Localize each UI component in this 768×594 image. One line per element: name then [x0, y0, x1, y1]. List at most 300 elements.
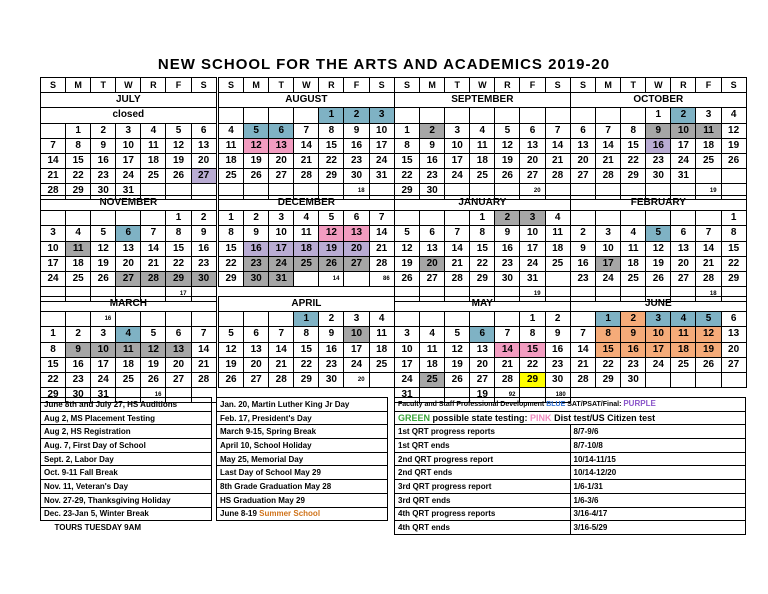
day-cell: 26	[696, 357, 721, 372]
day-cell: 4	[545, 211, 570, 226]
day-cell: 9	[191, 226, 216, 241]
day-cell: 14	[495, 342, 520, 357]
event-item: Jan. 20, Martin Luther King Jr Day	[217, 398, 388, 412]
day-cell: 11	[219, 138, 244, 153]
day-cell: 1	[470, 211, 495, 226]
day-cell: 30	[420, 184, 445, 199]
day-count: 17	[166, 287, 191, 302]
day-cell	[470, 108, 495, 123]
day-cell: 11	[545, 226, 570, 241]
day-cell	[116, 312, 141, 327]
day-cell: 23	[344, 153, 369, 168]
day-cell: 23	[571, 271, 596, 286]
day-cell: 26	[166, 169, 191, 184]
day-cell: 25	[621, 271, 646, 286]
day-cell: 18	[420, 357, 445, 372]
page-title: NEW SCHOOL FOR THE ARTS AND ACADEMICS 2019-20	[157, 56, 611, 73]
day-cell: 8	[596, 327, 621, 342]
day-cell: 16	[244, 241, 269, 256]
weekday-header: R	[319, 78, 344, 93]
day-cell	[219, 108, 244, 123]
event-item: Dec. 23-Jan 5, Winter Break	[41, 507, 212, 521]
day-cell: 1	[166, 211, 191, 226]
day-cell: 4	[420, 327, 445, 342]
day-cell: 23	[244, 256, 269, 271]
day-cell: 15	[596, 342, 621, 357]
day-cell: 22	[596, 357, 621, 372]
day-cell: 9	[545, 327, 570, 342]
day-cell: 12	[721, 123, 746, 138]
day-cell: 1	[721, 211, 746, 226]
day-cell: 18	[621, 256, 646, 271]
day-cell	[495, 312, 520, 327]
day-cell: 24	[671, 153, 696, 168]
event-item: Last Day of School May 29	[217, 466, 388, 480]
day-cell	[141, 211, 166, 226]
day-cell: 3	[41, 226, 66, 241]
day-cell: 1	[596, 312, 621, 327]
day-cell	[470, 312, 495, 327]
day-cell: 29	[166, 271, 191, 286]
day-cell: 18	[671, 342, 696, 357]
day-cell: 5	[395, 226, 420, 241]
weekday-header: M	[244, 78, 269, 93]
day-cell	[696, 169, 721, 184]
day-cell: 23	[191, 256, 216, 271]
weekday-header: F	[520, 78, 545, 93]
day-cell: 9	[91, 138, 116, 153]
day-cell: 7	[596, 123, 621, 138]
day-cell: 21	[545, 153, 570, 168]
day-cell	[571, 312, 596, 327]
day-cell: 22	[395, 169, 420, 184]
month-calendar-january	[394, 195, 571, 302]
day-cell	[571, 108, 596, 123]
event-item: April 10, School Holiday	[217, 439, 388, 453]
day-cell: 20	[344, 241, 369, 256]
weekday-header: S	[395, 78, 420, 93]
day-cell: 21	[495, 357, 520, 372]
day-cell: 18	[545, 241, 570, 256]
day-cell: 26	[395, 271, 420, 286]
legend-purple-text: PURPLE	[623, 399, 656, 409]
qrt-label: 2nd QRT ends	[395, 466, 571, 480]
day-cell: 30	[91, 184, 116, 199]
day-cell: 6	[166, 327, 191, 342]
day-cell: 30	[545, 372, 570, 387]
day-cell: 1	[41, 327, 66, 342]
day-cell: 12	[495, 138, 520, 153]
day-cell: 3	[520, 211, 545, 226]
weekday-header: R	[141, 78, 166, 93]
day-cell	[244, 108, 269, 123]
day-count: 86	[369, 271, 394, 286]
day-cell: 18	[66, 256, 91, 271]
day-cell: 17	[671, 138, 696, 153]
day-cell: 5	[696, 312, 721, 327]
day-cell: 9	[66, 342, 91, 357]
day-cell: 3	[646, 312, 671, 327]
day-cell: 25	[294, 256, 319, 271]
day-cell: 20	[244, 357, 269, 372]
tours-note: TOURS TUESDAY 9AM	[54, 523, 142, 533]
day-cell: 27	[571, 169, 596, 184]
day-cell: 8	[520, 327, 545, 342]
day-cell: 10	[671, 123, 696, 138]
day-cell: 4	[369, 312, 394, 327]
day-cell: 6	[269, 123, 294, 138]
month-name: FEBRUARY	[571, 196, 747, 211]
qrt-dates: 1/6-3/6	[570, 493, 746, 507]
day-cell: 3	[116, 123, 141, 138]
day-cell	[671, 372, 696, 387]
qrt-label: 4th QRT ends	[395, 521, 571, 535]
day-cell: 12	[244, 138, 269, 153]
month-name: JANUARY	[395, 196, 571, 211]
day-cell: 11	[470, 138, 495, 153]
day-cell: 16	[191, 241, 216, 256]
weekday-header: S	[191, 78, 216, 93]
day-cell: 27	[244, 372, 269, 387]
day-cell: 5	[244, 123, 269, 138]
day-cell: 15	[219, 241, 244, 256]
day-cell: 19	[495, 153, 520, 168]
day-cell: 4	[66, 226, 91, 241]
event-item: Aug 2, MS Placement Testing	[41, 411, 212, 425]
day-cell: 19	[696, 342, 721, 357]
day-cell: 15	[294, 342, 319, 357]
day-cell: 22	[166, 256, 191, 271]
day-cell: 12	[646, 241, 671, 256]
day-cell: 10	[116, 138, 141, 153]
qrt-dates: 10/14-11/15	[570, 452, 746, 466]
month-calendar-october	[570, 77, 747, 200]
weekday-header: S	[219, 78, 244, 93]
day-cell: 22	[66, 169, 91, 184]
day-cell: 15	[721, 241, 746, 256]
day-cell: 3	[395, 327, 420, 342]
day-cell: 16	[420, 153, 445, 168]
day-cell: 24	[116, 169, 141, 184]
day-cell	[294, 271, 319, 286]
day-cell	[445, 108, 470, 123]
day-cell: 23	[420, 169, 445, 184]
day-cell: 6	[344, 211, 369, 226]
weekday-header: T	[91, 78, 116, 93]
day-cell: 26	[91, 271, 116, 286]
day-cell: 7	[191, 327, 216, 342]
day-cell: 21	[596, 153, 621, 168]
day-cell: 26	[319, 256, 344, 271]
day-cell: 7	[41, 138, 66, 153]
qrt-dates: 8/7-10/8	[570, 439, 746, 453]
day-cell: 9	[646, 123, 671, 138]
day-cell: 13	[721, 327, 746, 342]
day-cell	[395, 312, 420, 327]
day-cell	[621, 108, 646, 123]
day-cell: 20	[721, 342, 746, 357]
day-cell: 30	[66, 388, 91, 403]
weekday-header: S	[571, 78, 596, 93]
day-cell: 19	[721, 138, 746, 153]
summer-school-item	[217, 507, 388, 521]
qrt-dates: 10/14-12/20	[570, 466, 746, 480]
events-table-1	[40, 397, 212, 534]
day-cell: 30	[344, 169, 369, 184]
day-cell: 29	[395, 184, 420, 199]
day-cell: 26	[495, 169, 520, 184]
day-cell: 25	[671, 357, 696, 372]
day-cell	[596, 211, 621, 226]
day-cell: 25	[141, 169, 166, 184]
day-cell: 22	[520, 357, 545, 372]
day-cell: 29	[66, 184, 91, 199]
day-cell: 11	[621, 241, 646, 256]
day-cell: 22	[219, 256, 244, 271]
day-cell: 16	[495, 241, 520, 256]
day-cell: 25	[696, 153, 721, 168]
day-cell: 13	[420, 241, 445, 256]
event-item: March 9-15, Spring Break	[217, 425, 388, 439]
weekday-header: F	[696, 78, 721, 93]
day-cell: 15	[520, 342, 545, 357]
day-cell: 28	[445, 271, 470, 286]
day-cell	[721, 169, 746, 184]
day-cell: 25	[470, 169, 495, 184]
day-cell	[91, 211, 116, 226]
month-name: NOVEMBER	[41, 196, 217, 211]
day-cell: 6	[571, 123, 596, 138]
weekday-header: M	[596, 78, 621, 93]
month-name: JULY	[41, 93, 217, 108]
day-cell: 19	[646, 256, 671, 271]
day-cell: 30	[191, 271, 216, 286]
day-cell: 21	[269, 357, 294, 372]
day-cell: 10	[269, 226, 294, 241]
day-cell: 7	[495, 327, 520, 342]
day-cell	[116, 211, 141, 226]
day-cell: 8	[294, 327, 319, 342]
day-cell: 8	[66, 138, 91, 153]
day-cell: 5	[445, 327, 470, 342]
event-item: May 25, Memorial Day	[217, 452, 388, 466]
qrt-label: 2nd QRT progress report	[395, 452, 571, 466]
day-cell: 27	[166, 372, 191, 387]
day-cell: 18	[116, 357, 141, 372]
day-cell: 12	[91, 241, 116, 256]
day-cell: 28	[495, 372, 520, 387]
closed-label: closed	[41, 108, 217, 123]
day-cell: 6	[116, 226, 141, 241]
day-cell: 17	[520, 241, 545, 256]
day-cell	[646, 211, 671, 226]
day-cell: 5	[219, 327, 244, 342]
day-cell: 20	[671, 256, 696, 271]
day-cell: 31	[91, 388, 116, 403]
day-cell: 9	[495, 226, 520, 241]
month-calendar-august	[218, 77, 395, 200]
day-cell: 13	[244, 342, 269, 357]
day-cell: 16	[66, 357, 91, 372]
day-cell: 21	[571, 357, 596, 372]
day-cell: 10	[520, 226, 545, 241]
day-cell: 19	[166, 153, 191, 168]
summer-dates: June 8-19	[220, 509, 260, 519]
day-cell: 12	[141, 342, 166, 357]
day-cell: 29	[470, 271, 495, 286]
day-cell: 13	[269, 138, 294, 153]
day-cell: 6	[470, 327, 495, 342]
day-cell: 11	[66, 241, 91, 256]
day-cell: 14	[141, 241, 166, 256]
day-cell: 16	[91, 153, 116, 168]
day-cell: 29	[219, 271, 244, 286]
day-cell: 21	[191, 357, 216, 372]
day-cell: 16	[319, 342, 344, 357]
day-cell: 5	[319, 211, 344, 226]
day-cell: 6	[671, 226, 696, 241]
day-cell: 10	[91, 342, 116, 357]
day-cell: 4	[219, 123, 244, 138]
day-cell	[495, 108, 520, 123]
month-name: APRIL	[219, 297, 395, 312]
qrt-dates: 3/16-4/17	[570, 507, 746, 521]
qrt-label: 3rd QRT progress report	[395, 480, 571, 494]
day-cell: 23	[621, 357, 646, 372]
weekday-header: M	[420, 78, 445, 93]
day-cell: 5	[166, 123, 191, 138]
day-cell	[671, 211, 696, 226]
day-cell: 31	[671, 169, 696, 184]
day-cell: 21	[696, 256, 721, 271]
day-cell: 9	[420, 138, 445, 153]
day-cell: 15	[41, 357, 66, 372]
month-name: OCTOBER	[571, 93, 747, 108]
day-cell: 13	[520, 138, 545, 153]
day-cell	[344, 271, 369, 286]
day-cell: 29	[294, 372, 319, 387]
day-cell: 21	[369, 241, 394, 256]
summer-label: Summer School	[259, 509, 321, 519]
day-cell: 20	[571, 153, 596, 168]
day-cell	[520, 108, 545, 123]
day-cell: 21	[41, 169, 66, 184]
weekday-header: R	[671, 78, 696, 93]
day-cell: 9	[571, 241, 596, 256]
weekday-header: W	[294, 78, 319, 93]
day-cell: 8	[319, 123, 344, 138]
day-cell: 13	[191, 138, 216, 153]
day-cell: 1	[319, 108, 344, 123]
day-cell	[545, 271, 570, 286]
day-cell: 27	[191, 169, 216, 184]
day-cell: 12	[445, 342, 470, 357]
legend-dist-text: Dist test/US Citizen test	[551, 412, 656, 423]
day-cell: 17	[344, 342, 369, 357]
day-cell: 4	[141, 123, 166, 138]
day-cell: 19	[445, 357, 470, 372]
day-cell: 13	[470, 342, 495, 357]
day-cell: 31	[116, 184, 141, 199]
day-cell: 21	[445, 256, 470, 271]
day-cell	[621, 211, 646, 226]
day-cell	[191, 312, 216, 327]
day-cell: 14	[445, 241, 470, 256]
day-cell: 7	[141, 226, 166, 241]
month-calendar-may	[394, 296, 571, 403]
day-cell: 27	[721, 357, 746, 372]
day-cell: 5	[646, 226, 671, 241]
day-cell: 20	[116, 256, 141, 271]
event-item: Oct. 9-11 Fall Break	[41, 466, 212, 480]
weekday-header: W	[116, 78, 141, 93]
day-cell: 14	[545, 138, 570, 153]
day-cell: 11	[116, 342, 141, 357]
day-cell: 12	[319, 226, 344, 241]
event-item: Nov. 11, Veteran's Day	[41, 480, 212, 494]
day-cell: 14	[369, 226, 394, 241]
day-cell	[41, 123, 66, 138]
day-cell: 10	[395, 342, 420, 357]
day-cell: 14	[696, 241, 721, 256]
day-cell: 15	[166, 241, 191, 256]
day-cell: 16	[545, 342, 570, 357]
weekday-header: T	[621, 78, 646, 93]
day-cell	[696, 372, 721, 387]
day-cell: 20	[191, 153, 216, 168]
day-count: 18	[696, 287, 721, 302]
day-cell: 14	[596, 138, 621, 153]
month-calendar-june	[570, 296, 747, 388]
day-cell: 26	[141, 372, 166, 387]
day-cell: 27	[420, 271, 445, 286]
day-cell: 29	[520, 372, 545, 387]
day-cell	[445, 211, 470, 226]
day-cell: 7	[269, 327, 294, 342]
day-cell: 6	[244, 327, 269, 342]
day-cell: 20	[470, 357, 495, 372]
day-cell: 14	[571, 342, 596, 357]
day-cell: 19	[470, 388, 495, 403]
day-cell: 11	[369, 327, 394, 342]
day-cell: 27	[520, 169, 545, 184]
day-cell: 17	[41, 256, 66, 271]
legend-green-text: GREEN	[398, 412, 431, 423]
qrt-dates: 8/7-9/6	[570, 425, 746, 439]
legend-line-1	[395, 398, 746, 412]
day-cell: 8	[41, 342, 66, 357]
day-count: 16	[91, 312, 116, 327]
legend-pink-text: PINK	[530, 412, 552, 423]
day-cell: 13	[671, 241, 696, 256]
day-cell: 16	[621, 342, 646, 357]
day-cell	[66, 211, 91, 226]
day-cell: 4	[116, 327, 141, 342]
day-cell: 19	[91, 256, 116, 271]
day-cell: 29	[621, 169, 646, 184]
day-cell: 31	[269, 271, 294, 286]
day-cell: 17	[91, 357, 116, 372]
day-cell	[269, 108, 294, 123]
weekday-header: S	[721, 78, 746, 93]
legend-blue-text: BLUE	[546, 401, 566, 409]
qrt-label: 1st QRT ends	[395, 439, 571, 453]
day-cell: 22	[621, 153, 646, 168]
day-cell: 24	[269, 256, 294, 271]
month-calendar-november	[40, 195, 217, 302]
day-cell: 1	[219, 211, 244, 226]
day-cell: 17	[596, 256, 621, 271]
